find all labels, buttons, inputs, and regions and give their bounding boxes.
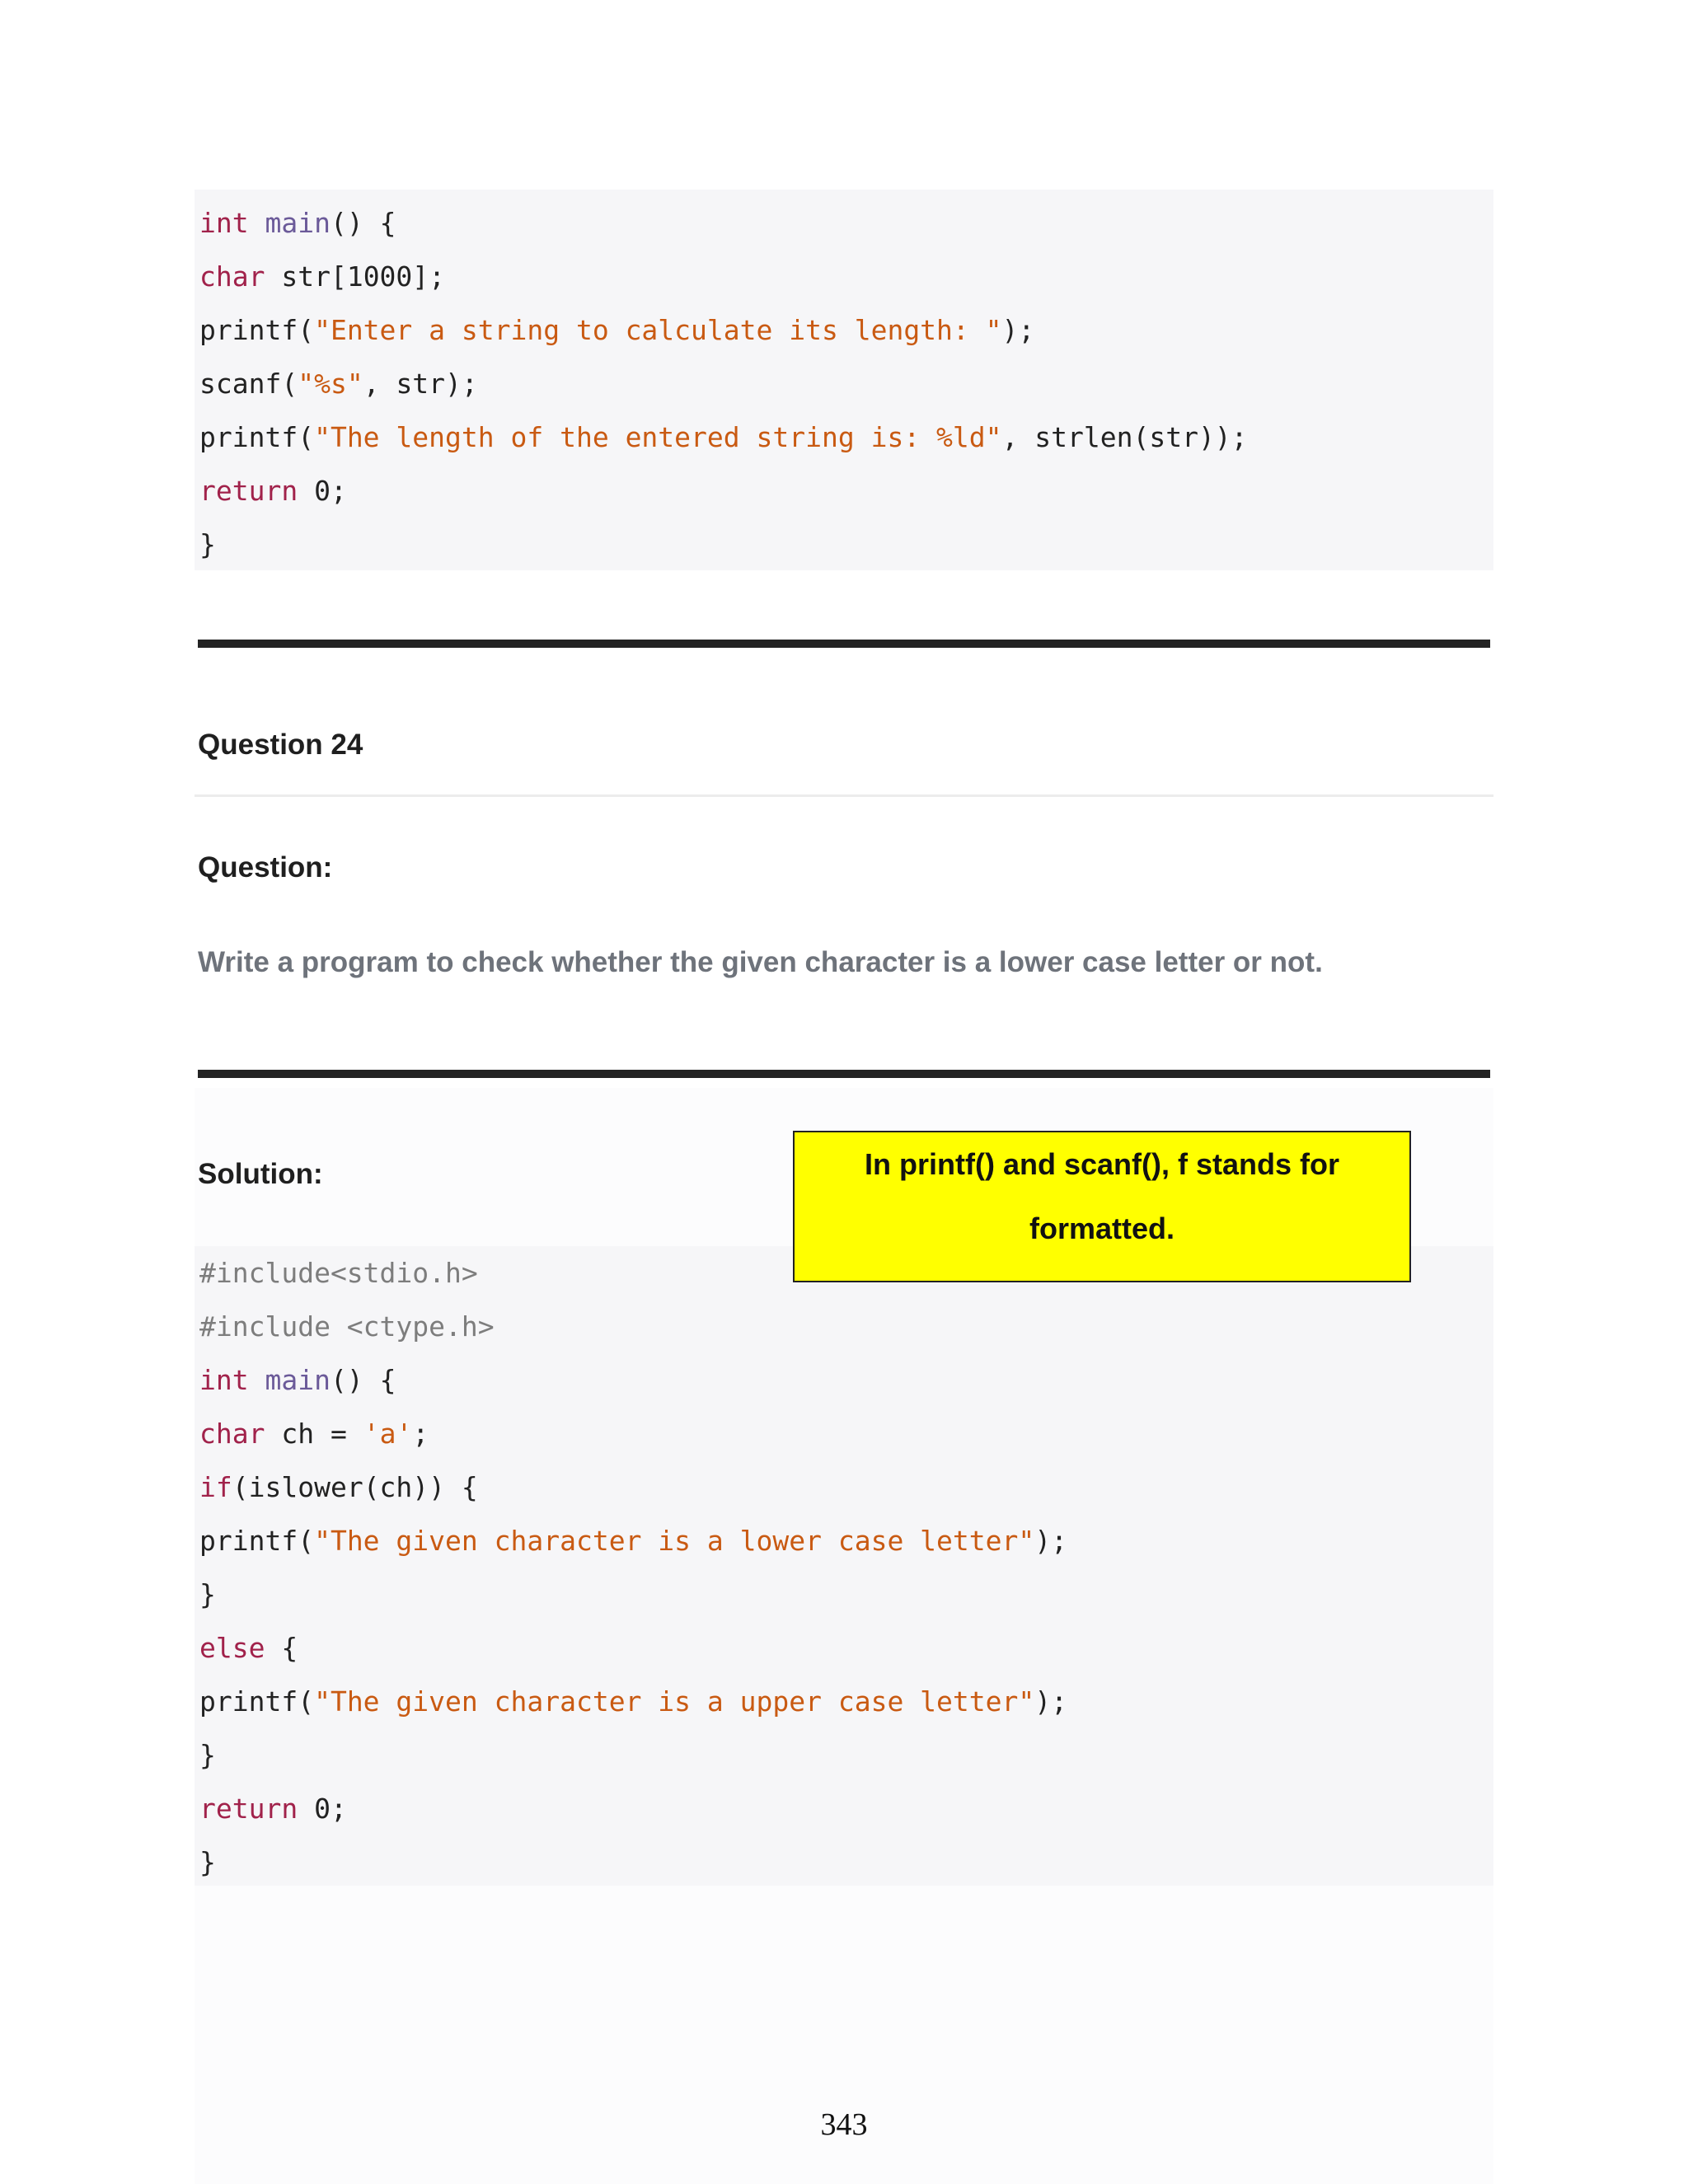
solution-label: Solution: (198, 1158, 323, 1190)
code-line: } (199, 528, 216, 560)
code-line: int main() { (199, 1364, 396, 1396)
section-divider (198, 1070, 1490, 1078)
callout-note (793, 1131, 1411, 1282)
heading-underline (195, 794, 1493, 797)
callout-line-2: formatted. (1029, 1212, 1175, 1245)
code-line: #include <ctype.h> (199, 1310, 495, 1343)
code-line: scanf("%s", str); (199, 368, 478, 400)
code-line: printf("The length of the entered string is: %ld", strlen(str)); (199, 421, 1248, 453)
code-line: int main() { (199, 207, 396, 239)
question-text: Write a program to check whether the given character is a lower case letter or not. (198, 946, 1323, 978)
code-line: char str[1000]; (199, 260, 446, 293)
question-label: Question: (198, 851, 333, 883)
code-line: if(islower(ch)) { (199, 1471, 478, 1503)
code-line: } (199, 1846, 216, 1878)
code-line: printf("Enter a string to calculate its length: "); (199, 314, 1035, 346)
code-line: return 0; (199, 475, 347, 507)
code-line: char ch = 'a'; (199, 1418, 429, 1450)
code-line: printf("The given character is a lower case letter"); (199, 1525, 1068, 1557)
page-number: 343 (820, 2107, 868, 2142)
code-line: printf("The given character is a upper case letter"); (199, 1685, 1068, 1718)
code-line: } (199, 1578, 216, 1610)
code-line: #include<stdio.h> (199, 1257, 478, 1289)
code-line: return 0; (199, 1793, 347, 1825)
section-divider (198, 640, 1490, 648)
callout-line-1: In printf() and scanf(), f stands for (865, 1147, 1339, 1181)
code-line: else { (199, 1632, 298, 1664)
code-block-islower (195, 1246, 1493, 1886)
code-line: } (199, 1739, 216, 1771)
code-block-strlen (195, 190, 1493, 570)
question-number-heading: Question 24 (198, 729, 363, 761)
